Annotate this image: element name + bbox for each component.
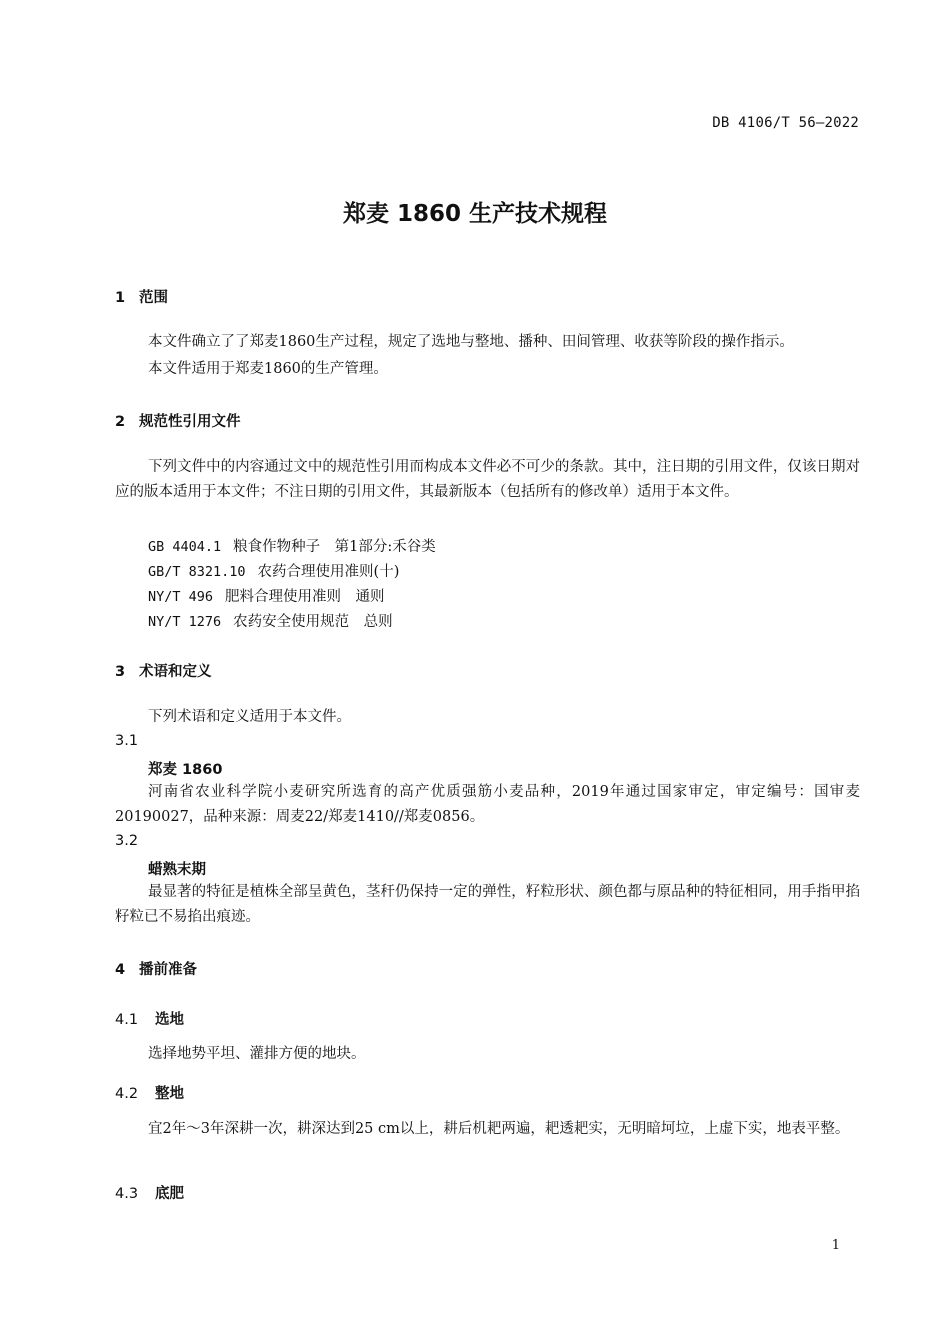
reference-item <box>148 535 436 556</box>
section-3-heading <box>115 660 212 681</box>
reference-title: 肥料合理使用准则 通则 <box>225 589 385 605</box>
clause-4-2-heading <box>115 1082 184 1103</box>
clause-4-1-heading <box>115 1008 184 1029</box>
reference-item <box>148 560 399 581</box>
clause-title: 整地 <box>155 1086 184 1102</box>
reference-code: GB 4404.1 <box>148 539 222 555</box>
clause-number: 4.3 <box>115 1186 139 1202</box>
reference-code: GB/T 8321.10 <box>148 564 246 580</box>
section-number: 2 <box>115 414 126 430</box>
clause-number: 4.1 <box>115 1012 139 1028</box>
section-2-heading <box>115 410 241 431</box>
reference-item <box>148 585 385 606</box>
term-number: 3.1 <box>115 733 139 749</box>
normative-references-paragraph: 下列文件中的内容通过文中的规范性引用而构成本文件必不可少的条款。其中，注日期的引用文件，仅该日期对应的版本适用于本文件；不注日期的引用文件，其最新版本（包括所有的修改单）适用于本文件。 <box>115 459 860 500</box>
section-number: 4 <box>115 962 126 978</box>
reference-code: NY/T 1276 <box>148 614 222 630</box>
section-title: 规范性引用文件 <box>139 414 241 430</box>
clause-title: 选地 <box>155 1012 184 1028</box>
reference-item <box>148 610 393 631</box>
page-number: 1 <box>831 1238 840 1253</box>
term-definition: 最显著的特征是植株全部呈黄色，茎秆仍保持一定的弹性，籽粒形状、颜色都与原品种的特征相同，用手指甲掐籽粒已不易掐出痕迹。 <box>115 884 860 925</box>
clause-number: 4.2 <box>115 1086 139 1102</box>
section-title: 术语和定义 <box>139 664 212 680</box>
standard-code: DB 4106/T 56—2022 <box>712 115 859 131</box>
reference-title: 粮食作物种子 第1部分:禾谷类 <box>233 539 436 555</box>
section-1-heading <box>115 286 168 307</box>
term-name: 蜡熟末期 <box>148 862 206 878</box>
term-number: 3.2 <box>115 833 139 849</box>
document-title: 郑麦 1860 生产技术规程 <box>342 201 608 227</box>
scope-paragraph-2: 本文件适用于郑麦1860的生产管理。 <box>148 361 388 377</box>
section-title: 范围 <box>139 290 168 306</box>
scope-paragraph-1: 本文件确立了了郑麦1860生产过程，规定了选地与整地、播种、田间管理、收获等阶段的操作指示。 <box>148 334 794 350</box>
clause-4-2-text: 宜2年～3年深耕一次，耕深达到25 cm以上，耕后机耙两遍，耙透耙实，无明暗坷垃，上虚下实，地表平整。 <box>148 1121 850 1137</box>
section-number: 1 <box>115 290 126 306</box>
terms-intro: 下列术语和定义适用于本文件。 <box>148 709 351 725</box>
term-definition: 河南省农业科学院小麦研究所选育的高产优质强筋小麦品种，2019年通过国家审定，审定编号：国审麦20190027，品种来源：周麦22/郑麦1410//郑麦0856。 <box>115 784 860 825</box>
section-4-heading <box>115 958 197 979</box>
clause-4-3-heading <box>115 1182 184 1203</box>
clause-4-1-text: 选择地势平坦、灌排方便的地块。 <box>148 1046 366 1062</box>
reference-title: 农药安全使用规范 总则 <box>233 614 393 630</box>
clause-title: 底肥 <box>155 1186 184 1202</box>
reference-code: NY/T 496 <box>148 589 214 605</box>
section-title: 播前准备 <box>139 962 197 978</box>
section-number: 3 <box>115 664 126 680</box>
reference-title: 农药合理使用准则(十) <box>257 564 400 580</box>
term-name: 郑麦 1860 <box>148 762 223 778</box>
